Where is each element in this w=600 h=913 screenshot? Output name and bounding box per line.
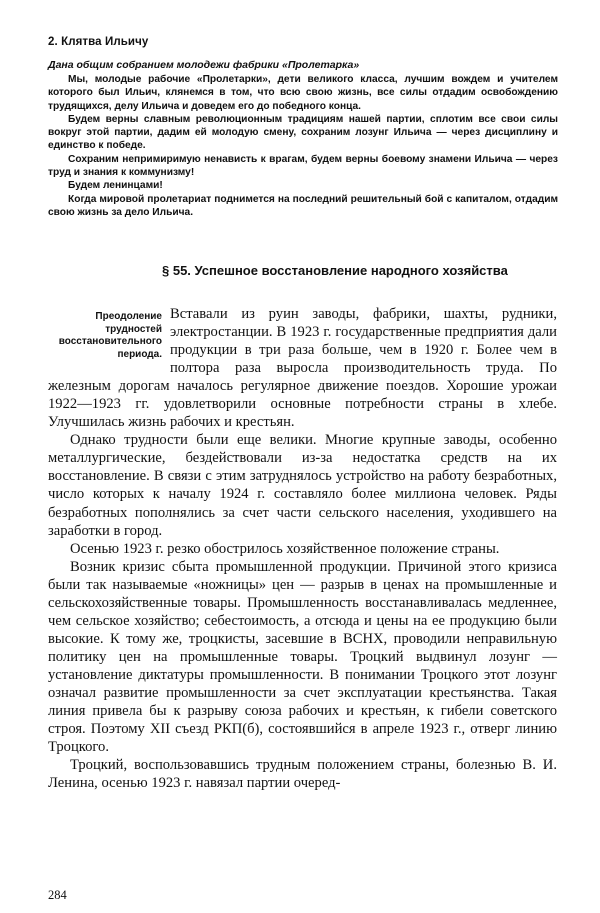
side-note-spacer [48, 305, 170, 377]
section-heading: § 55. Успешное восстановление народного хозяйства [162, 263, 508, 278]
oath-paragraph: Будем верны славным революционным традициям нашей партии, сплотим все свои силы вокруг этой партии, дадим ей молодую смену, сохраним лозунг Ильича — через дисциплину и единство к победе. [48, 113, 558, 152]
oath-paragraph: Будем ленинцами! [68, 180, 163, 192]
oath-intro: Дана общим собранием молодежи фабрики «Пролетарка» [48, 59, 360, 71]
body-paragraph: Осенью 1923 г. резко обострилось хозяйственное положение страны. [70, 540, 500, 557]
side-note: Преодоление трудностей восстановительного периода. [58, 311, 162, 360]
body-paragraph: Возник кризис сбыта промышленной продукции. Причиной этого кризиса были так называемые «ножницы» цен — разрыв в ценах на промышленные и сельскохозяйственные товары. Промышленность восстанавливалась медленнее, чем сельское хозяйство; себестоимость, а отсюда и цены на ее продукцию были высокие. К тому же, троцкисты, засевшие в ВСНХ, проводили неправильную политику цен на промышленные товары. Троцкий выдвинул лозунг — установление диктатуры промышленности. В понимании Троцкого этот лозунг означал развитие промышленности за счет эксплуатации крестьянства. Такая линия привела бы к разрыву союза рабочих и крестьян, к гибели советского строя. Поэтому XII съезд РКП(б), состоявшийся в апреле 1923 г., отверг линию Троцкого. [48, 558, 557, 756]
oath-title: 2. Клятва Ильичу [48, 36, 149, 48]
oath-paragraph: Когда мировой пролетариат поднимется на последний решительный бой с капиталом, отдадим свою жизнь за дело Ильича. [48, 193, 558, 218]
body-paragraph: Однако трудности были еще велики. Многие крупные заводы, особенно металлургические, бездействовали из-за недостатка средств на их восстановление. В связи с этим затруднялось устройство на работу безработных, число которых к началу 1924 г. составляло более миллиона человек. Ряды безработных пополнялись за счет части сельского населения, уходившего на заработки в город. [48, 432, 557, 539]
body-paragraph: Троцкий, воспользовавшись трудным положением страны, болезнью В. И. Ленина, осенью 1923 г. навязал партии очеред- [48, 757, 557, 792]
oath-paragraph: Сохраним непримиримую ненависть к врагам, будем верны боевому знамени Ильича — через труд и знания к коммунизму! [48, 153, 558, 179]
oath-body [48, 73, 558, 219]
page-number: 284 [48, 888, 67, 902]
oath-paragraph: Мы, молодые рабочие «Пролетарки», дети великого класса, лучшим вождем и учителем которого был Ильич, клянемся в том, что всю свою жизнь, все силы отдадим освобождению трудящихся, делу Ильича и доведем его до победного конца. [48, 74, 558, 112]
section-body [48, 305, 557, 792]
body-paragraph: Вставали из руин заводы, фабрики, шахты, рудники, электростанции. В 1923 г. государственные предприятия дали продукции в три раза больше, чем в 1920 г. Более чем в полтора раза выросла производительность труда. По железным дорогам началось регулярное движение поездов. Хорошие урожаи 1922—1923 гг. удовлетворили основные потребности страны в хлебе. Улучшилась жизнь рабочих и крестьян. [48, 306, 557, 431]
